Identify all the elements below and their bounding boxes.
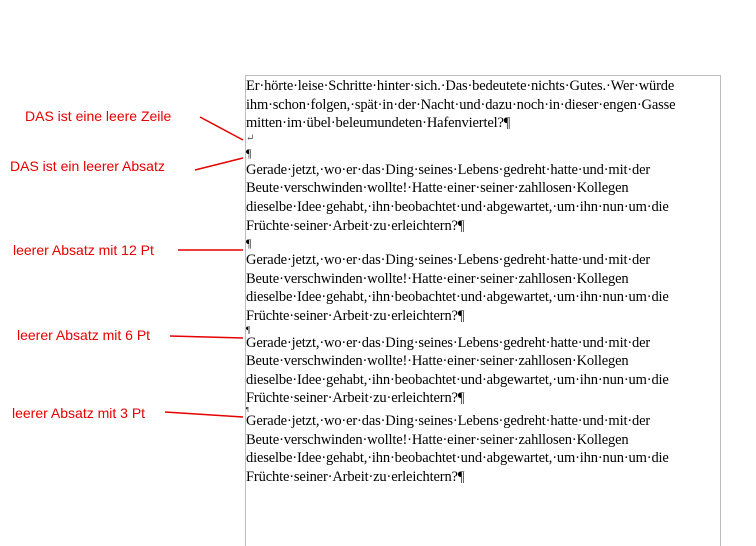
arrow-empty-paragraph — [195, 158, 243, 170]
text-line: Gerade·jetzt,·wo·er·das·Ding·seines·Lebens·gedreht·hatte·und·mit·der — [246, 412, 651, 429]
empty-paragraph-6pt-mark: ¶ — [246, 324, 250, 335]
text-line: mitten·im·übel·beleumundeten·Hafenviertel?¶ — [246, 115, 511, 132]
text-line: dieselbe·Idee·gehabt,·ihn·beobachtet·und·abgewartet,·um·ihn·nun·um·die — [246, 198, 669, 215]
text-line: dieselbe·Idee·gehabt,·ihn·beobachtet·und·abgewartet,·um·ihn·nun·um·die — [246, 289, 669, 306]
annotation-empty-line: DAS ist eine leere Zeile — [25, 108, 172, 124]
text-line: Gerade·jetzt,·wo·er·das·Ding·seines·Lebens·gedreht·hatte·und·mit·der — [246, 334, 651, 351]
text-line: Beute·verschwinden·wollte!·Hatte·einer·seiner·zahllosen·Kollegen — [246, 270, 629, 287]
arrow-empty-paragraph-6pt — [170, 336, 243, 338]
text-line: Beute·verschwinden·wollte!·Hatte·einer·seiner·zahllosen·Kollegen — [246, 431, 629, 448]
annotation-empty-paragraph-3pt: leerer Absatz mit 3 Pt — [12, 405, 146, 421]
arrow-empty-paragraph-3pt — [165, 412, 243, 417]
empty-paragraph-3pt-mark: ¶ — [246, 406, 249, 413]
annotation-empty-paragraph: DAS ist ein leerer Absatz — [10, 158, 165, 174]
text-line: Früchte·seiner·Arbeit·zu·erleichtern?¶ — [246, 390, 465, 407]
text-line: Früchte·seiner·Arbeit·zu·erleichtern?¶ — [246, 217, 465, 234]
line-break-mark: ↵ — [246, 132, 255, 144]
empty-paragraph-12pt-mark: ¶ — [246, 236, 252, 251]
annotation-empty-paragraph-6pt: leerer Absatz mit 6 Pt — [17, 327, 151, 343]
arrow-empty-line — [200, 117, 243, 140]
text-line: Gerade·jetzt,·wo·er·das·Ding·seines·Lebens·gedreht·hatte·und·mit·der — [246, 252, 651, 269]
text-line: dieselbe·Idee·gehabt,·ihn·beobachtet·und·abgewartet,·um·ihn·nun·um·die — [246, 371, 669, 388]
text-line: Gerade·jetzt,·wo·er·das·Ding·seines·Lebens·gedreht·hatte·und·mit·der — [246, 161, 651, 178]
text-line: Beute·verschwinden·wollte!·Hatte·einer·seiner·zahllosen·Kollegen — [246, 180, 629, 197]
annotation-empty-paragraph-12pt: leerer Absatz mit 12 Pt — [13, 242, 154, 258]
text-line: Er·hörte·leise·Schritte·hinter·sich.·Das·bedeutete·nichts·Gutes.·Wer·würde — [246, 78, 675, 94]
text-line: ihm·schon·folgen,·spät·in·der·Nacht·und·dazu·noch·in·dieser·engen·Gasse — [246, 96, 676, 113]
text-line: dieselbe·Idee·gehabt,·ihn·beobachtet·und·abgewartet,·um·ihn·nun·um·die — [246, 450, 669, 467]
document-text[interactable] — [246, 77, 716, 486]
text-line: Früchte·seiner·Arbeit·zu·erleichtern?¶ — [246, 468, 465, 485]
text-line: Früchte·seiner·Arbeit·zu·erleichtern?¶ — [246, 307, 465, 324]
empty-paragraph-mark: ¶ — [246, 145, 252, 160]
text-line: Beute·verschwinden·wollte!·Hatte·einer·seiner·zahllosen·Kollegen — [246, 353, 629, 370]
